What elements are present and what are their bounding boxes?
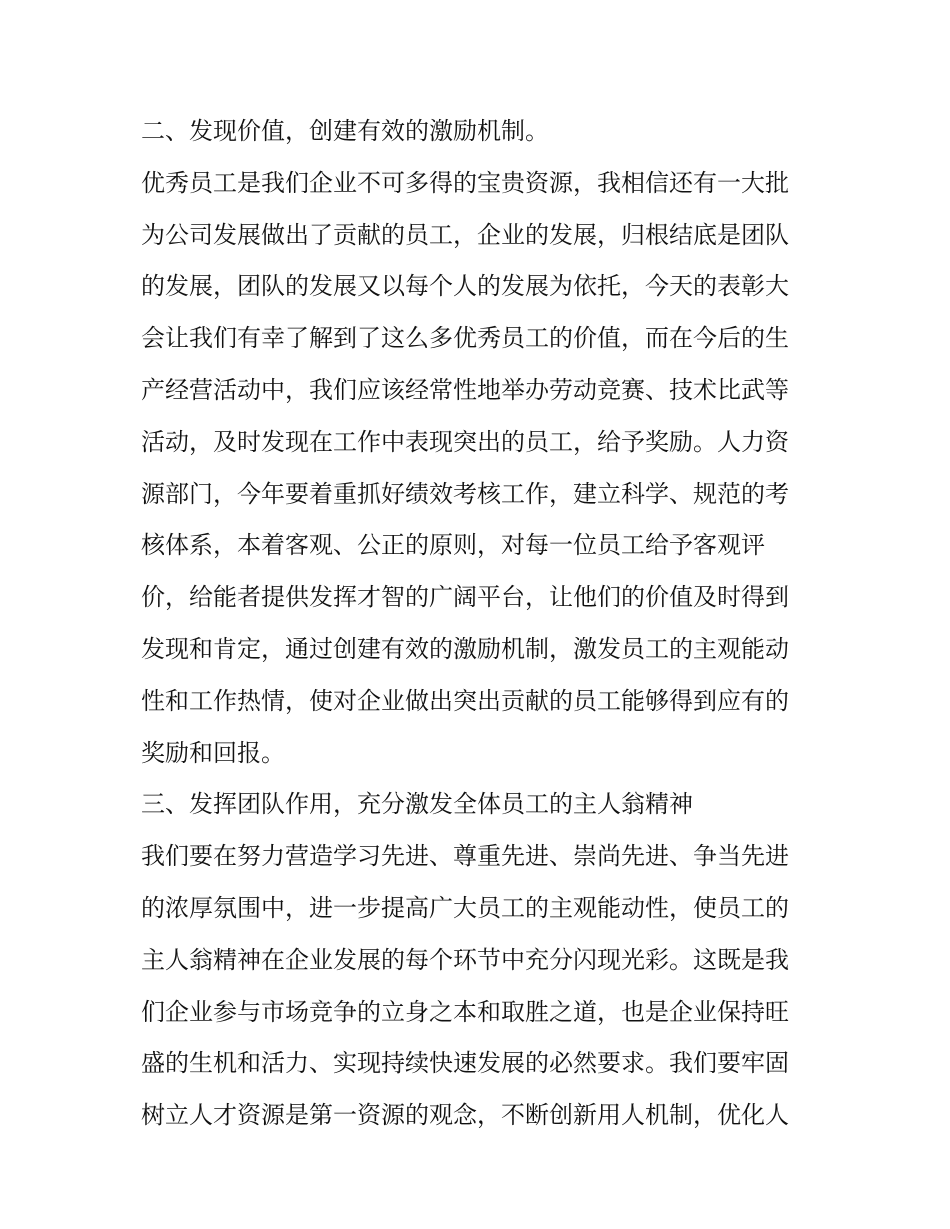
section-heading-3: 三、发挥团队作用，充分激发全体员工的主人翁精神 — [141, 790, 693, 819]
text-line: 发现和肯定，通过创建有效的激励机制，激发员工的主观能动 — [141, 634, 789, 663]
document-body — [141, 106, 821, 1142]
text-line: 的浓厚氛围中，进一步提高广大员工的主观能动性，使员工的 — [141, 893, 789, 922]
text-line: 产经营活动中，我们应该经常性地举办劳动竞赛、技术比武等 — [141, 375, 789, 404]
text-line: 盛的生机和活力、实现持续快速发展的必然要求。我们要牢固 — [141, 1049, 789, 1078]
text-line: 们企业参与市场竞争的立身之本和取胜之道，也是企业保持旺 — [141, 997, 789, 1026]
text-line: 为公司发展做出了贡献的员工，企业的发展，归根结底是团队 — [141, 220, 789, 249]
text-line: 奖励和回报。 — [141, 738, 285, 767]
text-line: 树立人才资源是第一资源的观念，不断创新用人机制，优化人 — [141, 1101, 789, 1130]
text-line: 核体系，本着客观、公正的原则，对每一位员工给予客观评 — [141, 531, 765, 560]
text-line: 的发展，团队的发展又以每个人的发展为依托，今天的表彰大 — [141, 272, 789, 301]
section-heading-2: 二、发现价值，创建有效的激励机制。 — [141, 117, 549, 145]
text-line: 主人翁精神在企业发展的每个环节中充分闪现光彩。这既是我 — [141, 945, 789, 974]
text-line: 性和工作热情，使对企业做出突出贡献的员工能够得到应有的 — [141, 686, 789, 715]
text-line: 我们要在努力营造学习先进、尊重先进、崇尚先进、争当先进 — [141, 842, 789, 871]
text-line: 活动，及时发现在工作中表现突出的员工，给予奖励。人力资 — [141, 427, 789, 456]
text-line: 会让我们有幸了解到了这么多优秀员工的价值，而在今后的生 — [141, 324, 789, 353]
text-line: 源部门，今年要着重抓好绩效考核工作，建立科学、规范的考 — [141, 479, 789, 508]
text-line: 优秀员工是我们企业不可多得的宝贵资源，我相信还有一大批 — [141, 168, 789, 197]
text-line: 价，给能者提供发挥才智的广阔平台，让他们的价值及时得到 — [141, 583, 789, 612]
